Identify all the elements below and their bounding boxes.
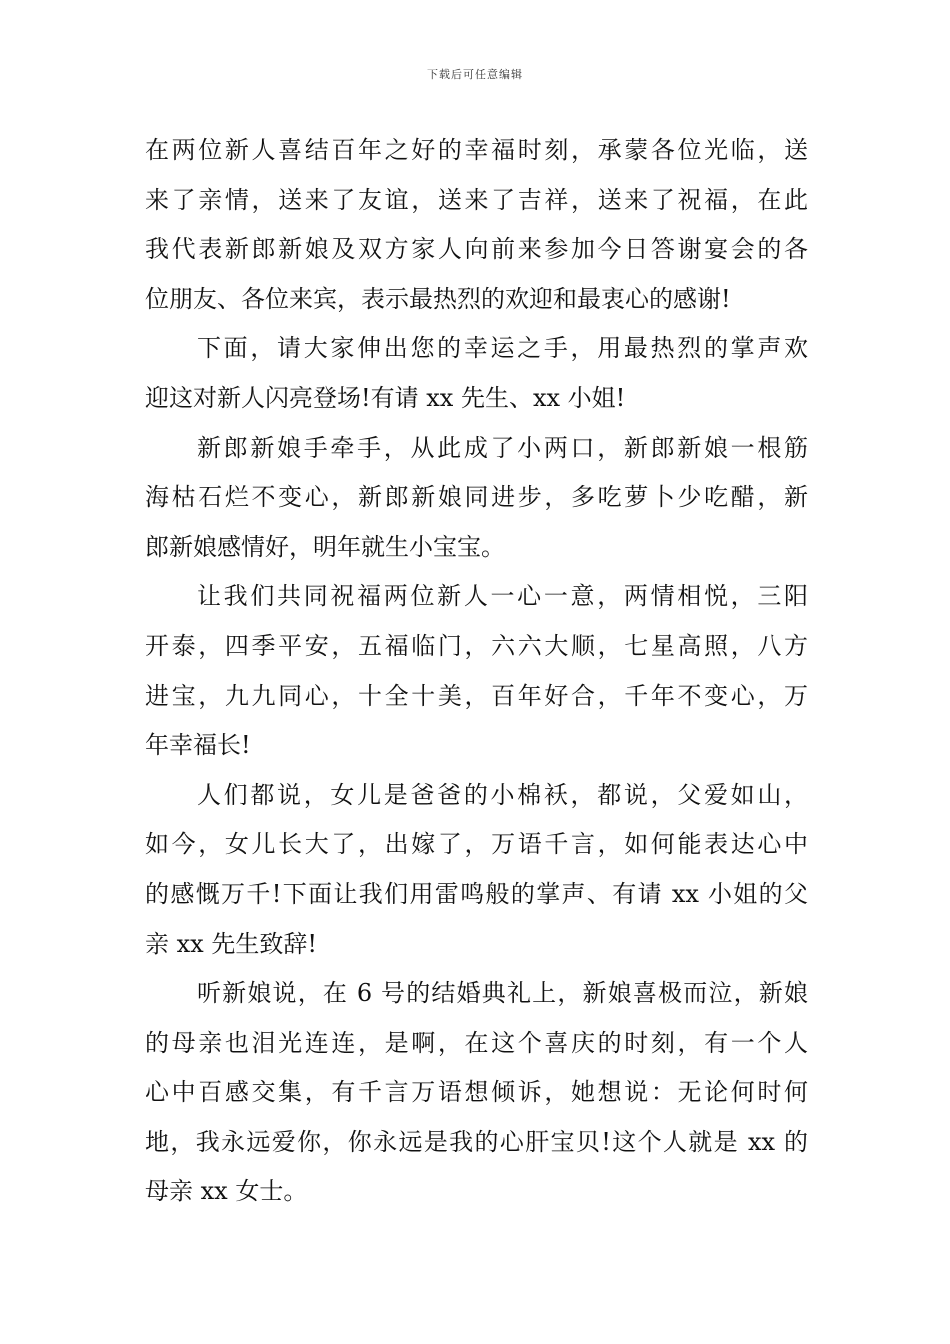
text-line: 迎这对新人闪亮登场!有请 xx 先生、xx 小姐! xyxy=(145,383,626,412)
text-line: 让我们共同祝福两位新人一心一意，两情相悦，三阳 xyxy=(197,582,808,611)
text-line: 的母亲也泪光连连，是啊，在这个喜庆的时刻，有一个人 xyxy=(145,1028,808,1057)
text-line: 地，我永远爱你，你永远是我的心肝宝贝!这个人就是 xx 的 xyxy=(145,1127,808,1156)
text-line: 在两位新人喜结百年之好的幸福时刻，承蒙各位光临，送 xyxy=(145,136,808,164)
text-line: 的感慨万千!下面让我们用雷鸣般的掌声、有请 xx 小姐的父 xyxy=(145,879,808,908)
text-line: 进宝，九九同心，十全十美，百年好合，千年不变心，万 xyxy=(145,681,808,710)
text-line: 人们都说，女儿是爸爸的小棉袄，都说，父爱如山， xyxy=(197,780,808,809)
text-line: 海枯石烂不变心，新郎新娘同进步，多吃萝卜少吃醋，新 xyxy=(145,483,808,512)
document-body xyxy=(145,126,808,1217)
text-line: 来了亲情，送来了友谊，送来了吉祥，送来了祝福，在此 xyxy=(145,185,808,214)
text-line: 下面，请大家伸出您的幸运之手，用最热烈的掌声欢 xyxy=(197,334,808,363)
text-line: 如今，女儿长大了，出嫁了，万语千言，如何能表达心中 xyxy=(145,830,808,859)
text-line: 亲 xx 先生致辞! xyxy=(145,929,317,958)
text-line: 年幸福长! xyxy=(145,731,251,760)
text-line: 心中百感交集，有千言万语想倾诉，她想说：无论何时何 xyxy=(145,1078,808,1107)
text-line: 新郎新娘手牵手，从此成了小两口，新郎新娘一根筋 xyxy=(197,433,808,462)
text-line: 听新娘说，在 6 号的结婚典礼上，新娘喜极而泣，新娘 xyxy=(197,979,808,1008)
text-line: 开泰，四季平安，五福临门，六六大顺，七星高照，八方 xyxy=(145,631,808,660)
text-line: 郎新娘感情好，明年就生小宝宝。 xyxy=(145,532,505,561)
text-line: 位朋友、各位来宾，表示最热烈的欢迎和最衷心的感谢! xyxy=(145,284,731,313)
text-line: 母亲 xx 女士。 xyxy=(145,1177,308,1206)
text-line: 我代表新郎新娘及双方家人向前来参加今日答谢宴会的各 xyxy=(145,235,808,264)
download-note: 下载后可任意编辑 xyxy=(427,68,523,81)
